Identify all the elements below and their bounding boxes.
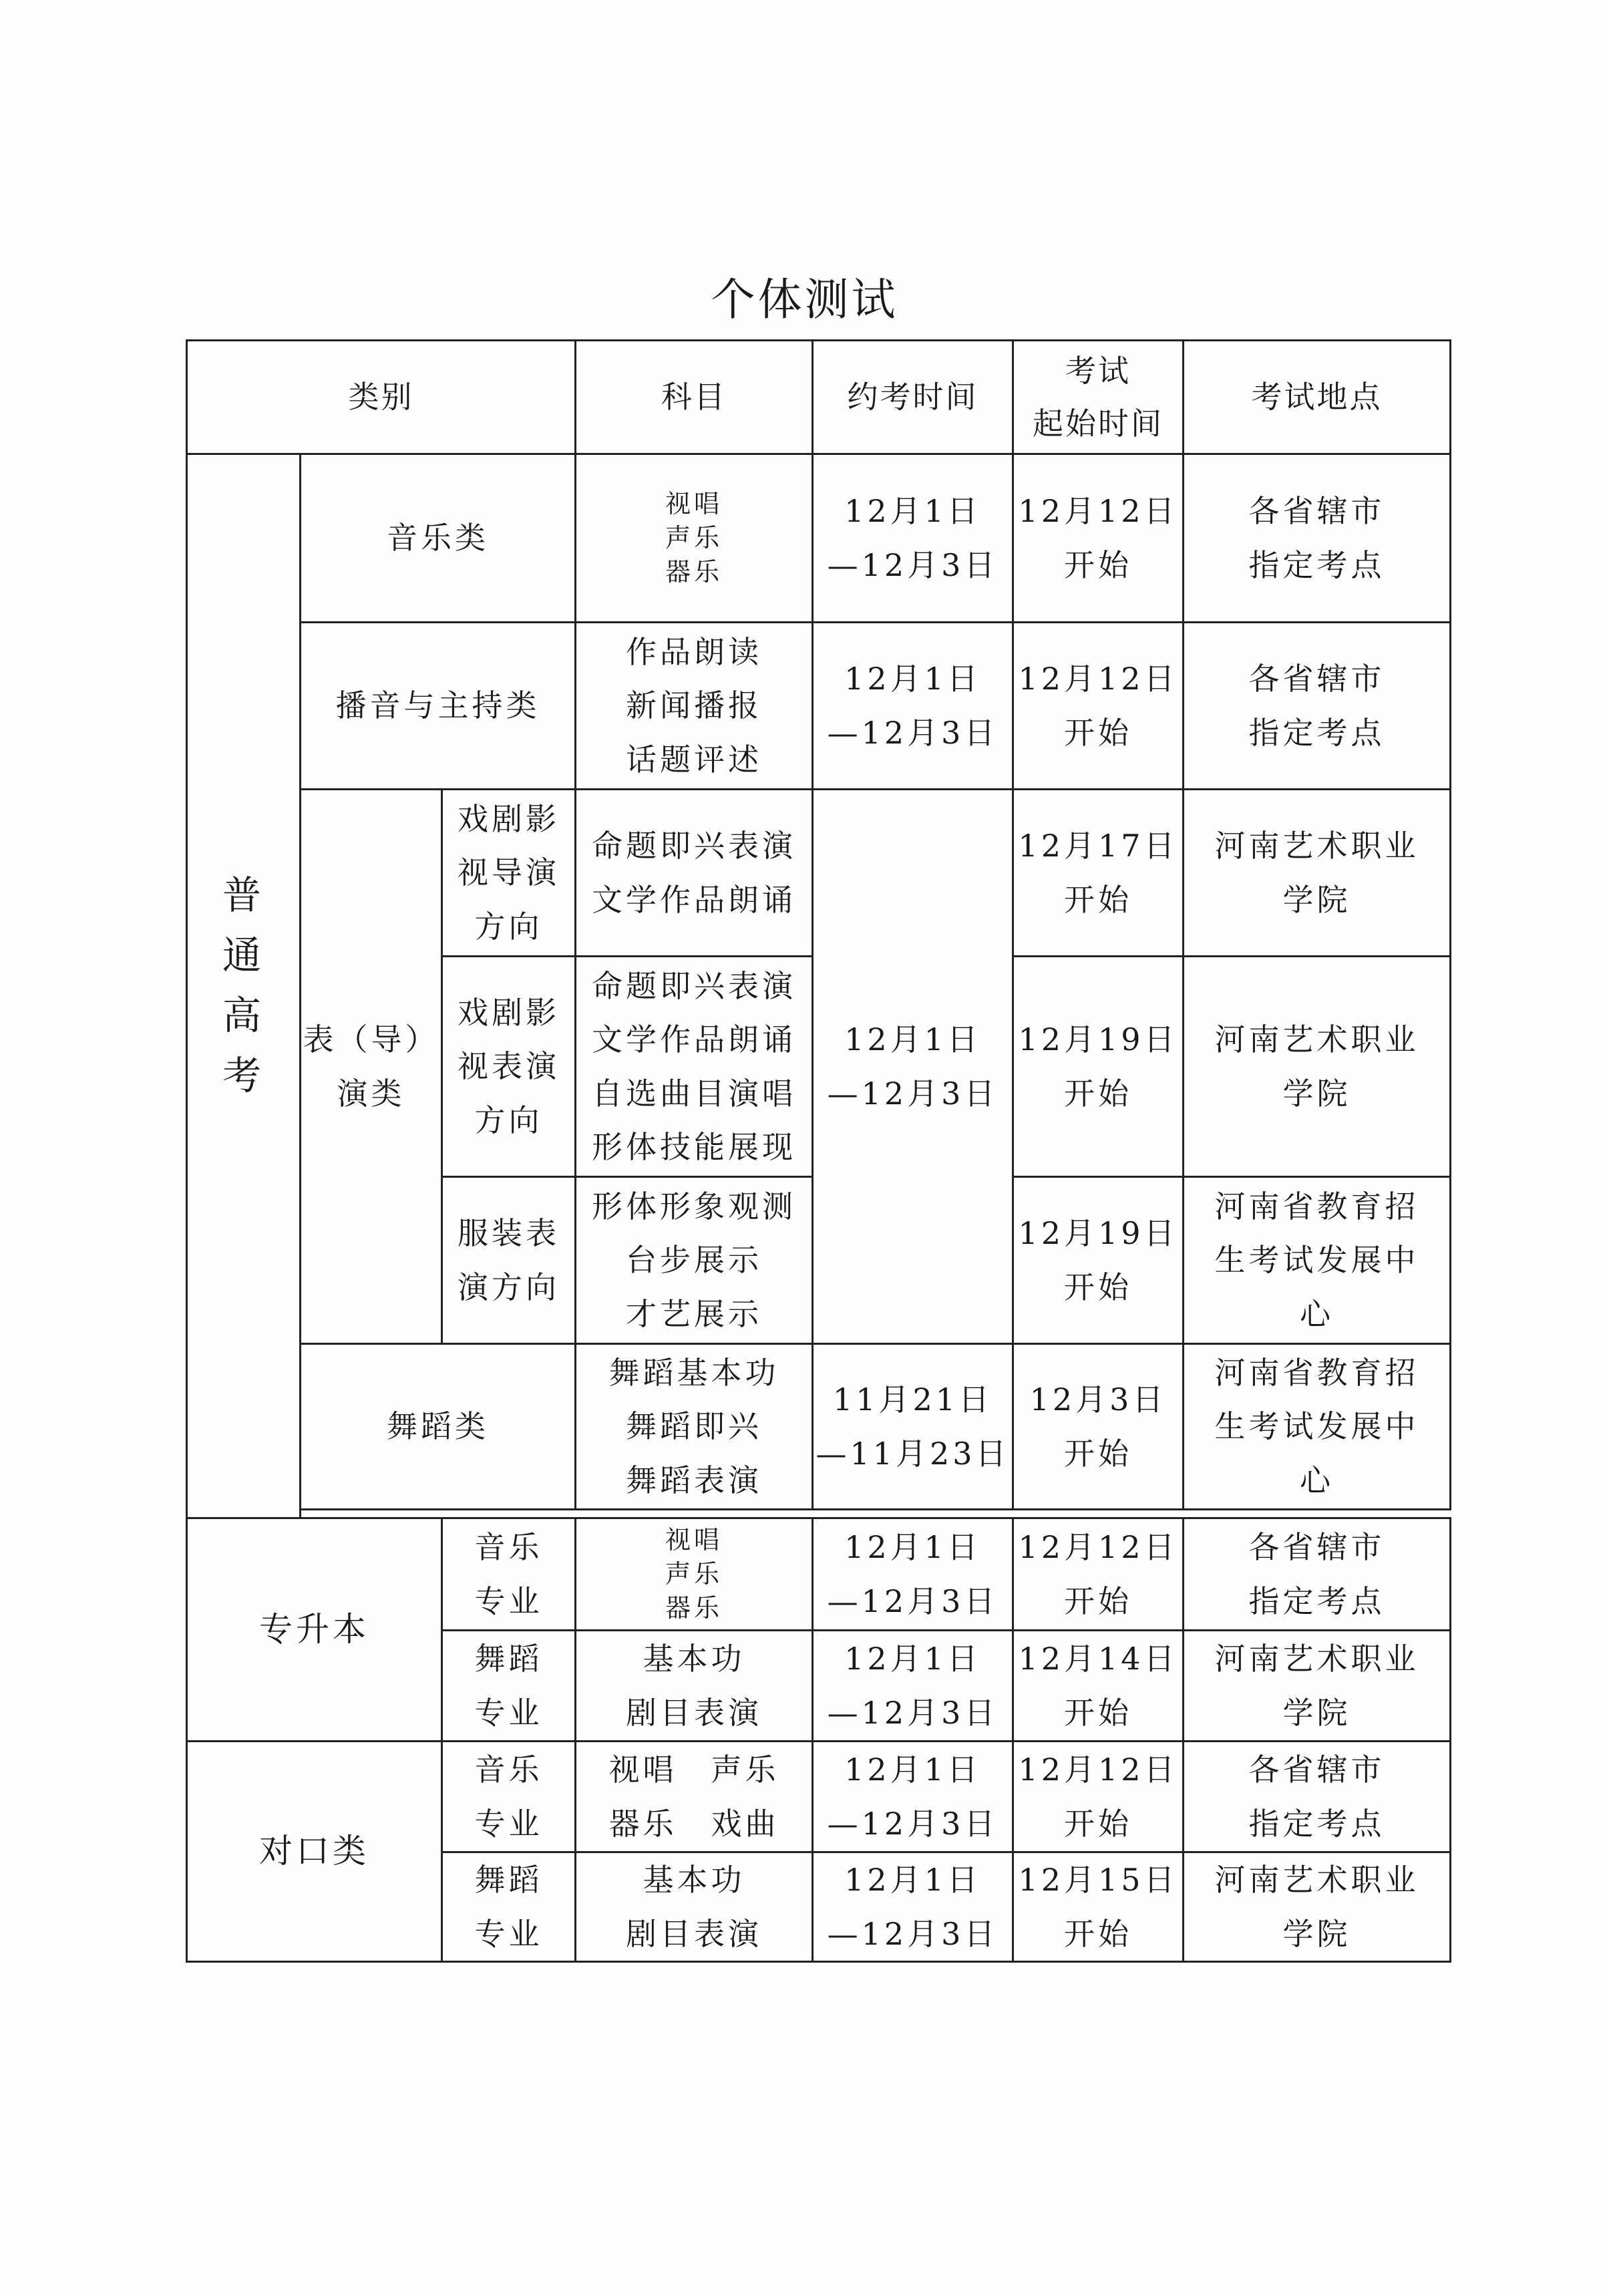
booking-cell xyxy=(813,1631,1013,1742)
booking-line: —12月3日 xyxy=(827,546,999,583)
subject-cell xyxy=(576,454,813,623)
group-putong-gaokao xyxy=(187,454,301,1518)
location-line: 学院 xyxy=(1282,1694,1351,1731)
subject-line: 舞蹈即兴 xyxy=(626,1408,763,1445)
major-line: 专业 xyxy=(474,1583,543,1619)
location-line: 各省辖市 xyxy=(1248,1752,1385,1788)
location-cell xyxy=(1184,1742,1451,1852)
booking-cell xyxy=(813,1518,1013,1631)
category-cell: 播音与主持类 xyxy=(301,623,576,790)
location-cell xyxy=(1184,1631,1451,1742)
start-line: 开始 xyxy=(1064,1269,1133,1305)
subject-cell xyxy=(576,623,813,790)
location-line: 生考试发展中 xyxy=(1214,1242,1419,1279)
location-line: 心 xyxy=(1300,1462,1334,1498)
location-line: 学院 xyxy=(1282,1075,1351,1112)
subject-line: 剧目表演 xyxy=(626,1694,763,1731)
location-line: 河南艺术职业 xyxy=(1214,1641,1419,1677)
location-line: 指定考点 xyxy=(1248,546,1385,583)
location-line: 各省辖市 xyxy=(1248,493,1385,529)
start-cell xyxy=(1013,1742,1184,1852)
major-cell xyxy=(442,1518,576,1631)
start-line: 开始 xyxy=(1064,1915,1133,1952)
major-line: 专业 xyxy=(474,1915,543,1952)
major-line: 舞蹈 xyxy=(474,1862,543,1898)
location-cell xyxy=(1184,790,1451,957)
start-line: 开始 xyxy=(1064,1583,1133,1619)
booking-line: 12月1日 xyxy=(844,493,981,529)
start-line: 开始 xyxy=(1064,1435,1133,1472)
major-line: 专业 xyxy=(474,1805,543,1842)
subject-line: 舞蹈基本功 xyxy=(608,1354,779,1391)
spacer-row xyxy=(187,1510,1451,1518)
subject-line: 声乐 xyxy=(665,522,723,552)
major-cell xyxy=(442,1742,576,1852)
header-category: 类别 xyxy=(187,341,576,454)
group-duikou: 对口类 xyxy=(187,1742,442,1962)
group-zhuanshengben: 专升本 xyxy=(187,1518,442,1742)
location-cell xyxy=(1184,1518,1451,1631)
subject-line: 器乐 xyxy=(665,557,723,587)
subject-cell xyxy=(576,1852,813,1962)
subject-line: 自选曲目演唱 xyxy=(592,1075,797,1112)
booking-line: —12月3日 xyxy=(827,714,999,751)
subject-line: 视唱 xyxy=(665,1524,723,1554)
table-row xyxy=(187,790,1451,957)
category-cell: 舞蹈类 xyxy=(301,1344,576,1510)
booking-line: —12月3日 xyxy=(827,1805,999,1842)
location-line: 心 xyxy=(1300,1295,1334,1332)
booking-line: 12月1日 xyxy=(844,1752,981,1788)
subject-cell xyxy=(576,1344,813,1510)
location-cell xyxy=(1184,454,1451,623)
location-line: 学院 xyxy=(1282,881,1351,918)
subject-line: 新闻播报 xyxy=(626,687,763,724)
table-row xyxy=(187,623,1451,790)
table-row xyxy=(187,1742,1451,1852)
subject-cell xyxy=(576,957,813,1177)
booking-cell xyxy=(813,1852,1013,1962)
subject-line: 台步展示 xyxy=(626,1242,763,1279)
subject-cell xyxy=(576,1742,813,1852)
booking-line: —11月23日 xyxy=(816,1435,1010,1472)
start-cell xyxy=(1013,1344,1184,1510)
location-line: 各省辖市 xyxy=(1248,1529,1385,1565)
booking-line: —12月3日 xyxy=(827,1915,999,1952)
start-line: 12月14日 xyxy=(1018,1641,1178,1677)
table-row xyxy=(187,1344,1451,1510)
header-start-line: 起始时间 xyxy=(1033,405,1164,442)
location-cell xyxy=(1184,1344,1451,1510)
header-subject: 科目 xyxy=(576,341,813,454)
start-line: 12月12日 xyxy=(1018,1529,1178,1565)
group-char: 考 xyxy=(222,1052,264,1098)
subject-line: 形体形象观测 xyxy=(592,1188,797,1224)
direction-cell xyxy=(442,957,576,1177)
booking-line: 12月1日 xyxy=(844,1529,981,1565)
direction-line: 视表演 xyxy=(458,1048,560,1085)
category-line: 演类 xyxy=(337,1075,405,1112)
subject-line: 才艺展示 xyxy=(626,1295,763,1332)
location-line: 指定考点 xyxy=(1248,1805,1385,1842)
header-start-line: 考试 xyxy=(1065,353,1131,389)
location-line: 河南艺术职业 xyxy=(1214,828,1419,864)
location-line: 指定考点 xyxy=(1248,1583,1385,1619)
location-line: 河南省教育招 xyxy=(1214,1354,1419,1391)
start-cell xyxy=(1013,957,1184,1177)
start-line: 开始 xyxy=(1064,546,1133,583)
major-line: 舞蹈 xyxy=(474,1641,543,1677)
major-cell xyxy=(442,1852,576,1962)
subject-line: 基本功 xyxy=(643,1641,745,1677)
location-cell xyxy=(1184,957,1451,1177)
booking-line: 12月1日 xyxy=(844,1862,981,1898)
start-cell xyxy=(1013,1518,1184,1631)
start-line: 12月3日 xyxy=(1029,1381,1167,1418)
location-line: 各省辖市 xyxy=(1248,661,1385,697)
booking-line: 12月1日 xyxy=(844,1641,981,1677)
group-char: 通 xyxy=(222,933,264,979)
subject-line: 视唱 xyxy=(665,488,723,518)
start-line: 开始 xyxy=(1064,1805,1133,1842)
subject-cell xyxy=(576,1631,813,1742)
table-row xyxy=(187,1518,1451,1631)
subject-line: 基本功 xyxy=(643,1862,745,1898)
group-char: 普 xyxy=(222,872,264,919)
direction-cell xyxy=(442,1177,576,1344)
booking-cell xyxy=(813,454,1013,623)
subject-cell xyxy=(576,790,813,957)
major-line: 音乐 xyxy=(474,1752,543,1788)
start-line: 开始 xyxy=(1064,881,1133,918)
location-line: 河南省教育招 xyxy=(1214,1188,1419,1224)
subject-line: 文学作品朗诵 xyxy=(592,881,797,918)
category-cell: 音乐类 xyxy=(301,454,576,623)
start-line: 开始 xyxy=(1064,714,1133,751)
direction-cell xyxy=(442,790,576,957)
location-cell xyxy=(1184,623,1451,790)
major-line: 音乐 xyxy=(474,1529,543,1565)
start-line: 开始 xyxy=(1064,1694,1133,1731)
subject-line: 器乐 戏曲 xyxy=(608,1805,779,1842)
direction-line: 方向 xyxy=(474,908,543,945)
header-location: 考试地点 xyxy=(1184,341,1451,454)
page-title: 个体测试 xyxy=(711,274,898,325)
subject-line: 作品朗读 xyxy=(626,633,763,670)
start-line: 12月19日 xyxy=(1018,1021,1178,1057)
start-cell xyxy=(1013,1631,1184,1742)
subject-line: 文学作品朗诵 xyxy=(592,1021,797,1057)
start-line: 12月19日 xyxy=(1018,1215,1178,1251)
start-cell xyxy=(1013,790,1184,957)
direction-line: 戏剧影 xyxy=(458,800,560,837)
subject-line: 器乐 xyxy=(665,1593,723,1623)
subject-line: 视唱 声乐 xyxy=(608,1752,779,1788)
booking-cell xyxy=(813,1742,1013,1852)
location-cell xyxy=(1184,1177,1451,1344)
location-line: 指定考点 xyxy=(1248,714,1385,751)
start-cell xyxy=(1013,1852,1184,1962)
booking-line: 12月1日 xyxy=(844,661,981,697)
exam-schedule-table xyxy=(186,339,1451,1963)
subject-line: 声乐 xyxy=(665,1559,723,1589)
subject-line: 命题即兴表演 xyxy=(592,967,797,1004)
header-row xyxy=(187,341,1451,454)
subject-cell xyxy=(576,1177,813,1344)
subject-line: 形体技能展现 xyxy=(592,1129,797,1165)
booking-line: —12月3日 xyxy=(827,1583,999,1619)
direction-line: 戏剧影 xyxy=(458,994,560,1031)
category-line: 表（导） xyxy=(303,1021,439,1057)
booking-line: —12月3日 xyxy=(827,1075,999,1112)
location-line: 生考试发展中 xyxy=(1214,1408,1419,1445)
group-char: 高 xyxy=(222,993,264,1038)
direction-line: 视导演 xyxy=(458,854,560,891)
header-booking-time: 约考时间 xyxy=(813,341,1013,454)
category-cell xyxy=(301,790,442,1344)
booking-cell xyxy=(813,790,1013,1344)
location-line: 河南艺术职业 xyxy=(1214,1862,1419,1898)
subject-cell xyxy=(576,1518,813,1631)
subject-line: 命题即兴表演 xyxy=(592,828,797,864)
subject-line: 话题评述 xyxy=(626,741,763,778)
start-line: 12月12日 xyxy=(1018,661,1178,697)
booking-cell xyxy=(813,623,1013,790)
major-cell xyxy=(442,1631,576,1742)
start-line: 12月12日 xyxy=(1018,493,1178,529)
subject-line: 剧目表演 xyxy=(626,1915,763,1952)
direction-line: 服装表 xyxy=(458,1215,560,1251)
start-line: 开始 xyxy=(1064,1075,1133,1112)
location-line: 河南艺术职业 xyxy=(1214,1021,1419,1057)
start-cell xyxy=(1013,454,1184,623)
major-line: 专业 xyxy=(474,1694,543,1731)
booking-line: 11月21日 xyxy=(832,1381,993,1418)
header-start-time xyxy=(1013,341,1184,454)
direction-line: 方向 xyxy=(474,1102,543,1138)
start-line: 12月17日 xyxy=(1018,828,1178,864)
table-row xyxy=(187,454,1451,623)
start-cell xyxy=(1013,623,1184,790)
start-cell xyxy=(1013,1177,1184,1344)
direction-line: 演方向 xyxy=(458,1269,560,1305)
start-line: 12月15日 xyxy=(1018,1862,1178,1898)
booking-line: —12月3日 xyxy=(827,1694,999,1731)
start-line: 12月12日 xyxy=(1018,1752,1178,1788)
location-cell xyxy=(1184,1852,1451,1962)
booking-line: 12月1日 xyxy=(844,1021,981,1057)
subject-line: 舞蹈表演 xyxy=(626,1462,763,1498)
booking-cell xyxy=(813,1344,1013,1510)
location-line: 学院 xyxy=(1282,1915,1351,1952)
